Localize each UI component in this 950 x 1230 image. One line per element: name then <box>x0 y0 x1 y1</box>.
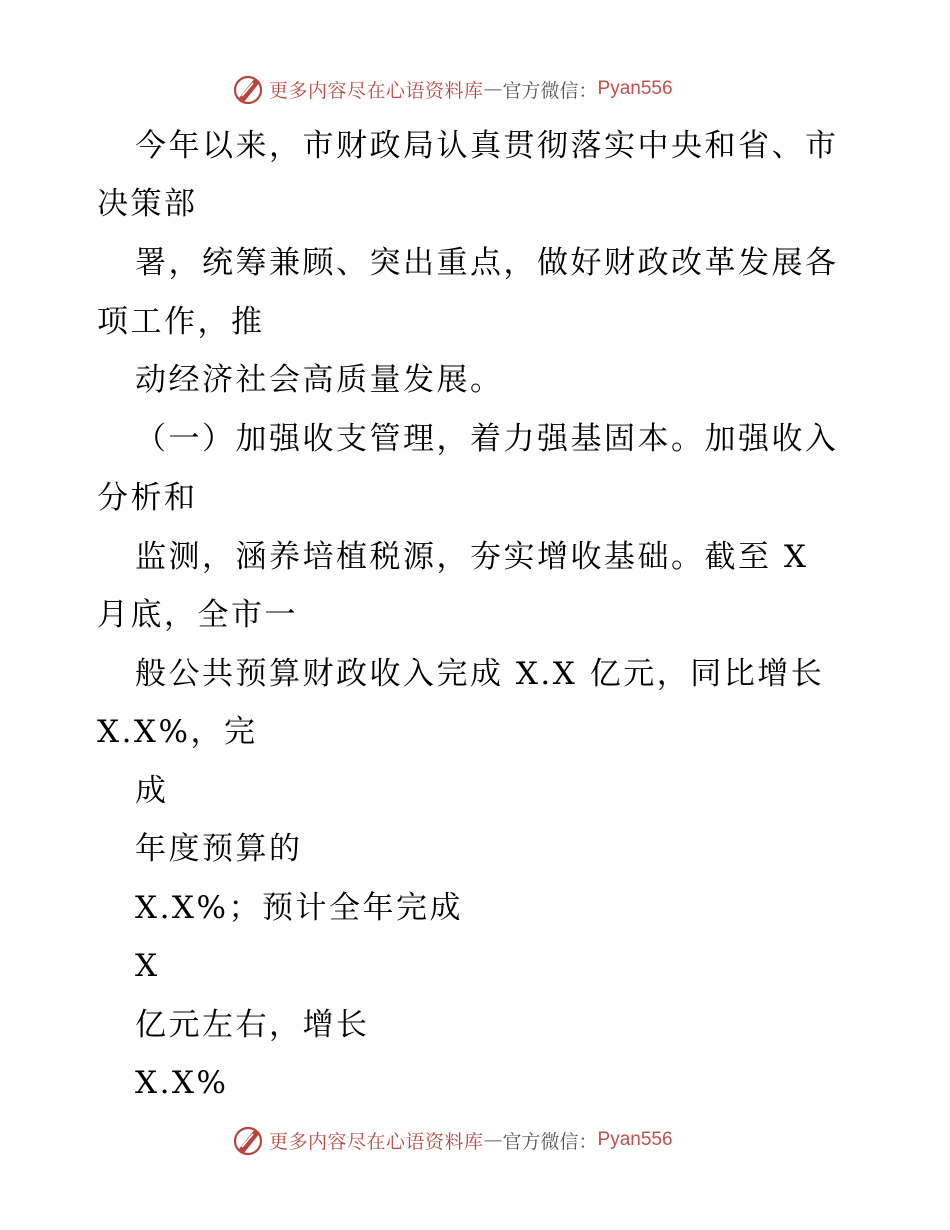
paragraph-line: X.X%，完 <box>97 714 258 750</box>
watermark-wechat-label: 官方微信： <box>502 1130 598 1153</box>
watermark-separator: — <box>483 78 503 100</box>
paragraph-line: 亿元左右，增长 <box>135 1007 370 1043</box>
paragraph-line: 项工作，推 <box>97 304 265 340</box>
paragraph-line: 年度预算的 <box>135 831 303 867</box>
watermark-site-text: 更多内容尽在心语资料库 <box>269 79 484 102</box>
paragraph-line: 今年以来，市财政局认真贯彻落实中央和省、市 <box>135 128 839 164</box>
paragraph-line: 署，统筹兼顾、突出重点，做好财政改革发展各 <box>135 245 839 281</box>
paragraph-line: （一）加强收支管理，着力强基固本。加强收入 <box>135 421 839 457</box>
watermark-wechat-id: Pyan556 <box>597 78 673 99</box>
paragraph-line: 监测，涵养培植税源，夯实增收基础。截至 X <box>135 539 809 575</box>
paragraph-line: 动经济社会高质量发展。 <box>135 362 504 398</box>
paragraph-line: X.X% <box>135 1065 229 1101</box>
paragraph-line: 决策部 <box>97 186 198 222</box>
pen-nib-logo-icon <box>233 1123 265 1157</box>
paragraph-line: 月底，全市一 <box>97 597 298 633</box>
paragraph-line: 分析和 <box>97 480 198 516</box>
paragraph-line: 般公共预算财政收入完成 X.X 亿元，同比增长 <box>135 656 825 692</box>
paragraph-line: 成 <box>135 773 169 809</box>
watermark-wechat-id: Pyan556 <box>597 1129 673 1150</box>
watermark-site-text: 更多内容尽在心语资料库 <box>269 1130 484 1153</box>
watermark-wechat-label: 官方微信： <box>502 79 598 102</box>
footer-watermark-banner <box>233 1121 733 1159</box>
paragraph-line: X <box>135 948 160 984</box>
watermark-separator: — <box>483 1129 503 1151</box>
paragraph-line: X.X%；预计全年完成 <box>135 890 463 926</box>
